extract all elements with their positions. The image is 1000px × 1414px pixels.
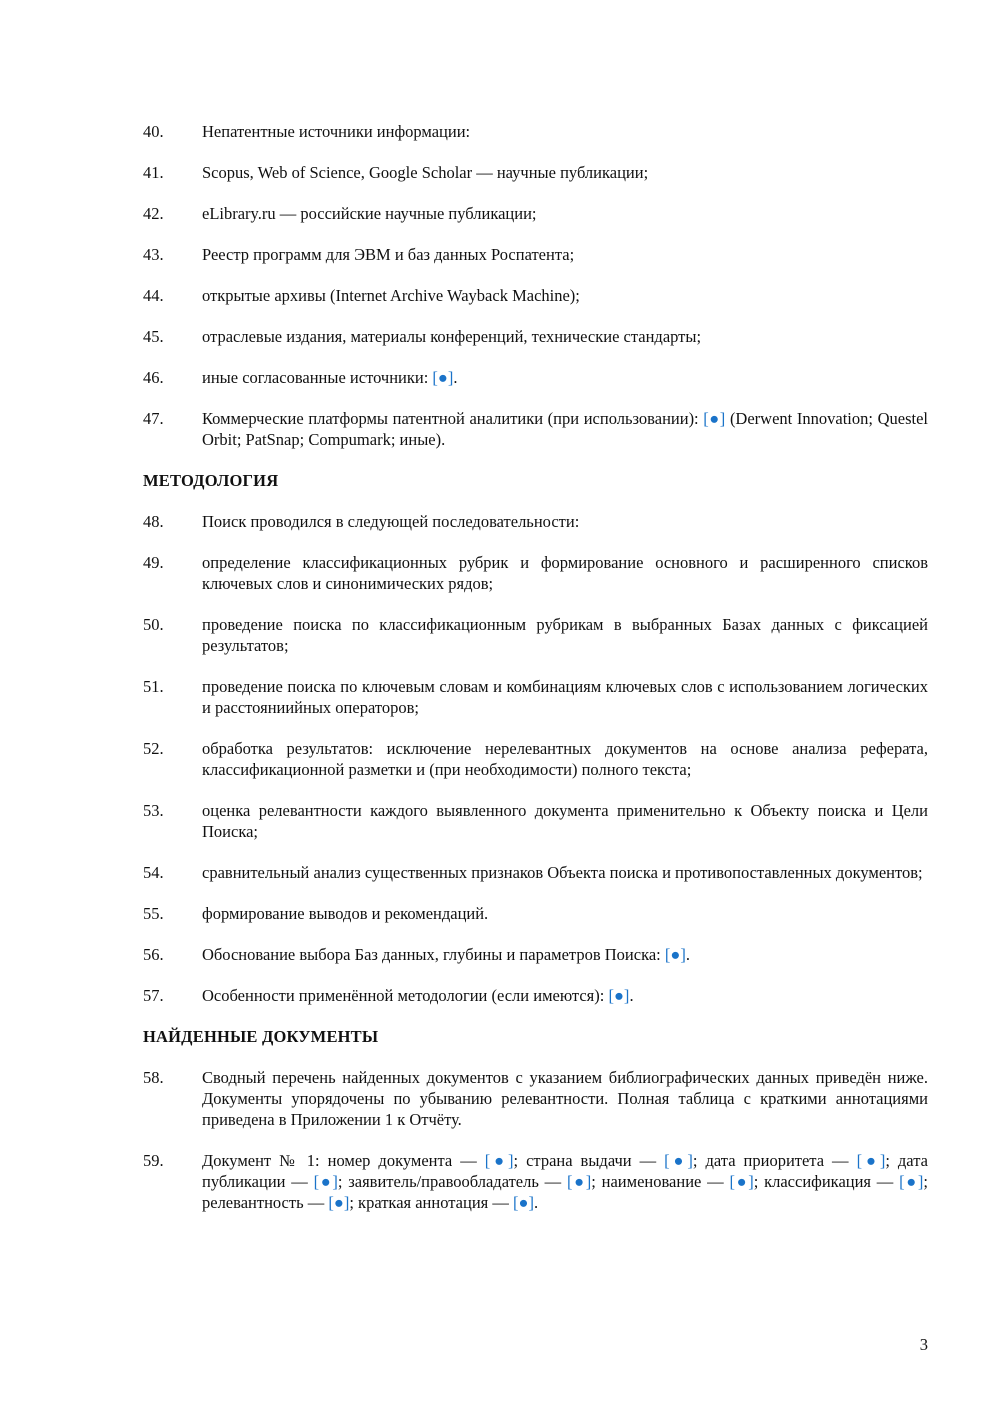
numbered-paragraph	[143, 944, 928, 965]
placeholder-marker: [●]	[899, 1172, 924, 1191]
paragraph-number: 55.	[143, 904, 164, 923]
paragraph-text: Особенности применённой методологии (если имеются): [●].	[202, 986, 634, 1005]
paragraph-number: 47.	[143, 409, 164, 428]
paragraph-number: 40.	[143, 122, 164, 141]
numbered-paragraph	[143, 738, 928, 780]
section-heading: НАЙДЕННЫЕ ДОКУМЕНТЫ	[143, 1027, 379, 1046]
paragraph-text: сравнительный анализ существенных признаков Объекта поиска и противопоставленных документов;	[202, 863, 923, 882]
paragraph-text: определение классификационных рубрик и формирование основного и расширенного списков ключевых слов и синонимических рядов;	[202, 553, 928, 593]
placeholder-marker: [●]	[328, 1193, 350, 1212]
paragraph-number: 52.	[143, 739, 164, 758]
paragraph-text: Документ № 1: номер документа — [●]; страна выдачи — [●]; дата приоритета — [●]; дата публикации — [●]; заявитель/правообладатель — [●]; наименование — [●]; классификация — [●]; релевантность — [●]; краткая аннотация — [●].	[202, 1151, 928, 1212]
paragraph-number: 51.	[143, 677, 164, 696]
numbered-paragraph	[143, 676, 928, 718]
paragraph-text: отраслевые издания, материалы конференций, технические стандарты;	[202, 327, 702, 346]
placeholder-marker: [●]	[664, 1151, 693, 1170]
paragraph-number: 56.	[143, 945, 164, 964]
paragraph-number: 42.	[143, 204, 164, 223]
paragraph-number: 54.	[143, 863, 164, 882]
numbered-paragraph	[143, 903, 928, 924]
placeholder-marker: [●]	[856, 1151, 886, 1170]
placeholder-marker: [●]	[484, 1151, 514, 1170]
paragraph-number: 58.	[143, 1068, 164, 1087]
numbered-paragraph	[143, 862, 928, 883]
paragraph-number: 49.	[143, 553, 164, 572]
paragraph-text: формирование выводов и рекомендаций.	[202, 904, 489, 923]
numbered-paragraph	[143, 408, 928, 450]
paragraph-number: 45.	[143, 327, 164, 346]
placeholder-marker: [●]	[432, 368, 454, 387]
paragraph-text: Реестр программ для ЭВМ и баз данных Роспатента;	[202, 245, 575, 264]
paragraph-number: 53.	[143, 801, 164, 820]
numbered-paragraph	[143, 614, 928, 656]
paragraph-text: оценка релевантности каждого выявленного документа применительно к Объекту поиска и Цели Поиска;	[202, 801, 928, 841]
placeholder-marker: [●]	[566, 1172, 592, 1191]
numbered-paragraph	[143, 1067, 928, 1130]
numbered-paragraph	[143, 203, 928, 224]
paragraph-text: Обоснование выбора Баз данных, глубины и параметров Поиска: [●].	[202, 945, 690, 964]
numbered-paragraph	[143, 511, 928, 532]
paragraph-text: Поиск проводился в следующей последовательности:	[202, 512, 580, 531]
numbered-paragraph	[143, 162, 928, 183]
numbered-paragraph	[143, 367, 928, 388]
paragraph-number: 50.	[143, 615, 164, 634]
page-number: 3	[919, 1335, 928, 1354]
numbered-paragraph	[143, 285, 928, 306]
paragraph-text: обработка результатов: исключение нерелевантных документов на основе анализа реферата, классификационной разметки и (при необходимости) полного текста;	[202, 739, 928, 779]
paragraph-number: 41.	[143, 163, 164, 182]
numbered-paragraph	[143, 985, 928, 1006]
paragraph-number: 57.	[143, 986, 164, 1005]
document-body	[143, 121, 928, 1233]
section-heading: МЕТОДОЛОГИЯ	[143, 471, 279, 490]
numbered-paragraph	[143, 552, 928, 594]
placeholder-marker: [●]	[664, 945, 686, 964]
numbered-paragraph	[143, 326, 928, 347]
numbered-paragraph	[143, 800, 928, 842]
paragraph-number: 48.	[143, 512, 164, 531]
placeholder-marker: [●]	[703, 409, 726, 428]
placeholder-marker: [●]	[512, 1193, 534, 1212]
paragraph-text: проведение поиска по ключевым словам и комбинациям ключевых слов с использованием логических и расстояниийных операторов;	[202, 677, 928, 717]
paragraph-number: 44.	[143, 286, 164, 305]
numbered-paragraph	[143, 244, 928, 265]
placeholder-marker: [●]	[729, 1172, 754, 1191]
placeholder-marker: [●]	[608, 986, 630, 1005]
paragraph-text: Непатентные источники информации:	[202, 122, 471, 141]
paragraph-text: Сводный перечень найденных документов с указанием библиографических данных приведён ниже. Документы упорядочены по убыванию релевантности. Полная таблица с краткими аннотациями приведена в Приложении 1 к Отчёту.	[202, 1068, 928, 1129]
paragraph-text: Scopus, Web of Science, Google Scholar — научные публикации;	[202, 163, 649, 182]
paragraph-number: 43.	[143, 245, 164, 264]
placeholder-marker: [●]	[313, 1172, 338, 1191]
paragraph-text: открытые архивы (Internet Archive Wayback Machine);	[202, 286, 580, 305]
numbered-paragraph	[143, 121, 928, 142]
paragraph-text: Коммерческие платформы патентной аналитики (при использовании): [●] (Derwent Innovation; Questel Orbit; PatSnap; Compumark; иные).	[202, 409, 928, 449]
paragraph-text: проведение поиска по классификационным рубрикам в выбранных Базах данных с фиксацией результатов;	[202, 615, 928, 655]
paragraph-number: 59.	[143, 1151, 164, 1170]
paragraph-number: 46.	[143, 368, 164, 387]
paragraph-text: eLibrary.ru — российские научные публикации;	[202, 204, 537, 223]
numbered-paragraph	[143, 1150, 928, 1213]
paragraph-text: иные согласованные источники: [●].	[202, 368, 458, 387]
